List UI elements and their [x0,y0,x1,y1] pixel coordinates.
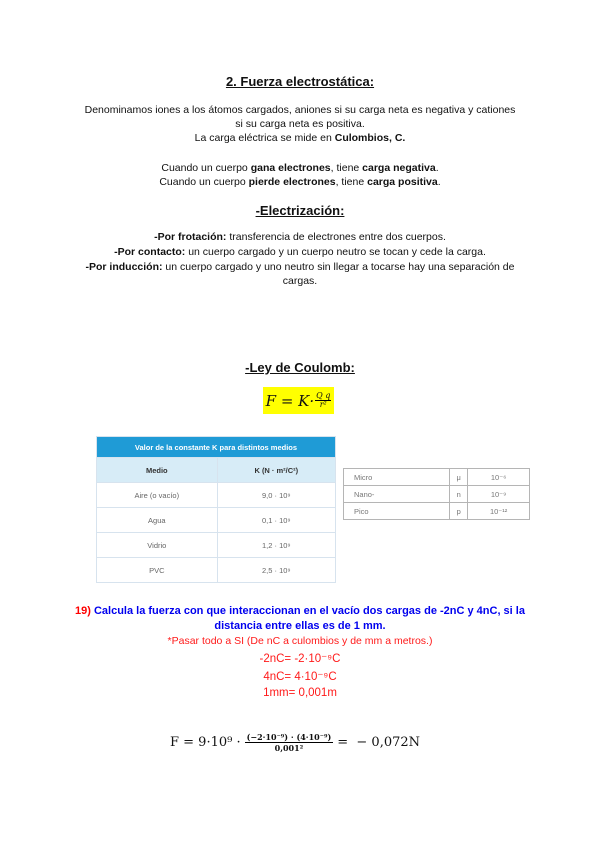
formula-eq: = K· [276,391,315,410]
induccion-label: -Por inducción: [85,261,163,273]
charge-gain-mid: , tiene [330,162,363,174]
induccion-line [0,260,600,274]
prefix-table [343,468,530,520]
charge-lose-line [0,175,600,189]
k-row-medio: Vidrio [97,533,218,558]
charge-lose-bold: pierde electrones [248,176,336,188]
k-row-value: 0,1 · 10⁹ [217,508,335,533]
exercise-note: *Pasar todo a SI (De nC a culombios y de mm a metros.) [167,635,433,647]
formula-numerator: Q q [316,391,331,400]
charge-negative-bold: carga negativa [362,162,436,174]
k-constant-table [96,436,336,583]
friccion-line [0,230,600,244]
table-row [97,483,336,508]
conversion-2: 4nC= 4·10⁻⁹C [263,671,337,683]
exercise-line-1 [0,605,600,617]
electrizacion-title: -Electrización: [255,203,345,218]
intro-line-3-bold: Culombios, C. [334,132,406,144]
contacto-text: un cuerpo cargado y un cuerpo neutro se tocan y cede la carga. [185,246,486,258]
table-row [344,486,530,503]
section-title: 2. Fuerza electrostática: [225,74,375,89]
induccion-line-2: cargas. [282,275,318,287]
k-table-header-k: K (N · m²/C²) [217,458,335,483]
intro-line-2: si su carga neta es positiva. [235,118,365,130]
charge-gain-bold: gana electrones [250,162,331,174]
charge-lose-pre: Cuando un cuerpo [159,176,249,188]
exercise-text-1: Calcula la fuerza con que interaccionan en el vacío dos cargas de -2nC y 4nC, si la [90,605,525,617]
k-row-value: 2,5 · 10⁹ [217,558,335,583]
prefix-value: 10⁻¹² [468,503,530,520]
friccion-text: transferencia de electrones entre dos cuerpos. [226,231,446,243]
exercise-number: 19) [75,605,91,617]
solution-numerator: (−2·10⁻⁹) · (4·10⁻⁹) [246,732,332,742]
solution-formula [170,732,420,753]
charge-gain-end: . [435,162,439,174]
prefix-value: 10⁻⁶ [468,469,530,486]
formula-fraction [315,392,331,409]
charge-lose-end: . [437,176,441,188]
k-table-header-medio: Medio [97,458,218,483]
coulomb-formula [263,387,334,414]
charge-lose-mid: , tiene [335,176,368,188]
prefix-symbol: μ [450,469,468,486]
solution-lhs: F = 9·10⁹ · [170,735,241,750]
intro-line-3 [0,131,600,145]
charge-gain-pre: Cuando un cuerpo [161,162,251,174]
charge-gain-line [0,161,600,175]
formula-f: F [265,391,277,410]
solution-fraction [245,732,334,753]
k-row-medio: PVC [97,558,218,583]
k-row-value: 9,0 · 10⁹ [217,483,335,508]
prefix-name: Nano- [344,486,450,503]
intro-line-1: Denominamos iones a los átomos cargados, aniones si su carga neta es negativa y cationes [84,104,516,116]
prefix-symbol: p [450,503,468,520]
exercise-line-2: distancia entre ellas es de 1 mm. [214,620,386,632]
prefix-symbol: n [450,486,468,503]
table-row [97,508,336,533]
induccion-text: un cuerpo cargado y uno neutro sin llegar a tocarse hay una separación de [162,261,515,273]
table-row [344,469,530,486]
prefix-value: 10⁻⁹ [468,486,530,503]
table-row [344,503,530,520]
intro-line-3-text: La carga eléctrica se mide en [194,132,335,144]
prefix-name: Pico [344,503,450,520]
prefix-name: Micro [344,469,450,486]
conversion-1: -2nC= -2·10⁻⁹C [259,653,341,665]
conversion-3: 1mm= 0,001m [263,687,337,699]
solution-rhs: = − 0,072N [337,735,421,750]
table-row [97,533,336,558]
k-table-caption: Valor de la constante K para distintos medios [97,437,336,458]
solution-denominator: 0,001² [274,743,304,753]
charge-positive-bold: carga positiva [367,176,438,188]
contacto-label: -Por contacto: [114,246,186,258]
contacto-line [0,245,600,259]
table-row [97,558,336,583]
coulomb-title: -Ley de Coulomb: [245,360,355,375]
formula-denominator: r² [319,400,327,409]
k-row-value: 1,2 · 10⁹ [217,533,335,558]
k-row-medio: Agua [97,508,218,533]
k-row-medio: Aire (o vacío) [97,483,218,508]
friccion-label: -Por frotación: [154,231,227,243]
